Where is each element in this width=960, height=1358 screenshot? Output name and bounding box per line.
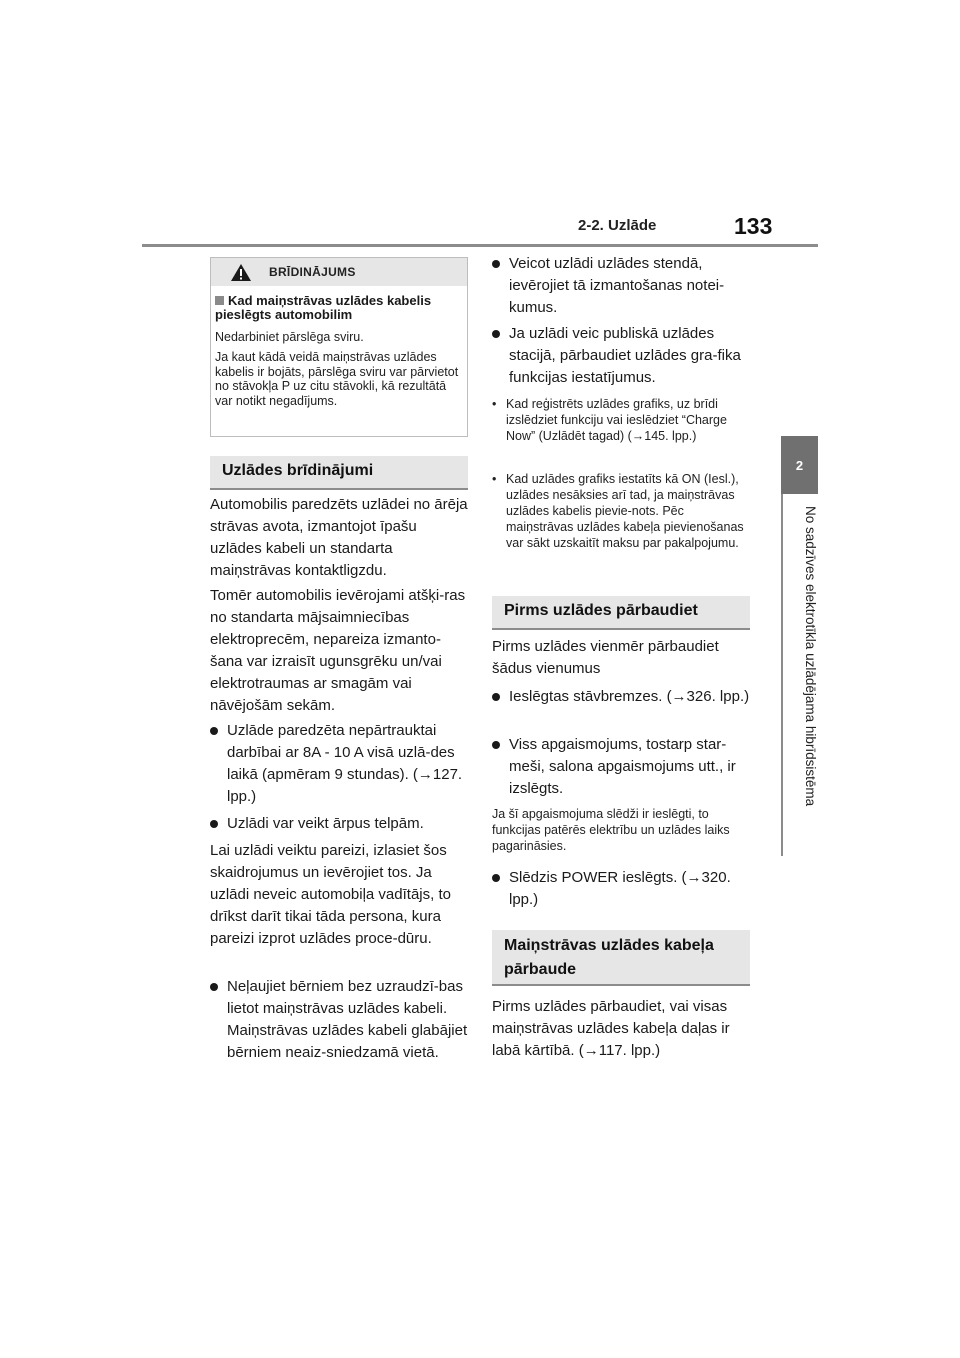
note-text: Ja šī apgaismojuma slēdži ir ieslēgti, to funkcijas patērēs elektrību un uzlādes laiks pagarināsies. xyxy=(492,807,730,853)
paragraph: Pirms uzlādes vienmēr pārbaudiet šādus vienumus xyxy=(492,638,719,677)
bullet-dot-icon xyxy=(210,727,218,735)
list-item: Neļaujiet bērniem bez uzraudzī-bas lietot maiņstrāvas uzlādes kabeli. Maiņstrāvas uzlādes kabeli glabājiet bērniem neaiz-sniedzamā vietā. xyxy=(210,976,472,1064)
running-header-section: 2-2. Uzlāde xyxy=(578,217,657,234)
bullet-dot-icon xyxy=(492,693,500,701)
note-item: • Kad uzlādes grafiks iestatīts kā ON (Iesl.), uzlādes nesāksies arī tad, ja maiņstrāvas uzlādes kabelis pievie-nots. Pēc maiņstrāvas uzlādes kabeļa pievienošanas var sākt uzskaitīt maksu par pakalpojumu. xyxy=(492,472,744,550)
warning-text: Nedarbiniet pārslēga sviru. xyxy=(215,330,364,344)
list-item: Ieslēgtas stāvbremzes. (→326. lpp.) xyxy=(492,686,752,708)
section-heading-before-charging: Pirms uzlādes pārbaudiet xyxy=(492,596,750,630)
warning-header xyxy=(211,258,467,286)
chapter-tab xyxy=(781,436,818,494)
list-item: Slēdzis POWER ieslēgts. (→320. lpp.) xyxy=(492,867,752,911)
warning-triangle-icon xyxy=(230,263,252,282)
list-item: Ja uzlādi veic publiskā uzlādes stacijā, pārbaudiet uzlādes gra-fika funkcijas iestatījumus. xyxy=(492,323,752,389)
note-item: • Kad reģistrēts uzlādes grafiks, uz brīdi izslēdziet funkciju vai ieslēdziet “Charge Now” (Uzlādēt tagad) (→145. lpp.) xyxy=(492,397,727,443)
page-number: 133 xyxy=(734,213,773,239)
chapter-title: No sadzīves elektrotīkla uzlādējama hibrīdsistēma xyxy=(803,506,818,807)
section-heading-charging-warnings: Uzlādes brīdinājumi xyxy=(210,456,468,490)
list-item: Uzlāde paredzēta nepārtrauktai darbībai ar 8A - 10 A visā uzlā-des laikā (apmēram 9 stundas). (→127. lpp.) xyxy=(210,720,472,808)
paragraph: Pirms uzlādes pārbaudiet, vai visas maiņstrāvas uzlādes kabeļa daļas ir labā kārtībā. (→117. lpp.) xyxy=(492,998,730,1059)
bullet-dot-icon xyxy=(492,741,500,749)
warning-text: Ja kaut kādā veidā maiņstrāvas uzlādes kabelis ir bojāts, pārslēga sviru var pārvietot no stāvokļa P uz citu stāvokli, kā rezultātā var notikt negadījums. xyxy=(215,350,459,408)
bullet-dot-icon xyxy=(210,820,218,828)
list-item: Veicot uzlādi uzlādes stendā, ievērojiet tā izmantošanas notei-kumus. xyxy=(492,253,752,319)
warning-title: BRĪDINĀJUMS xyxy=(269,265,356,279)
paragraph: Tomēr automobilis ievērojami atšķi-ras no standarta mājsaimniecības elektroprecēm, nepareiza izmanto-šana var izraisīt ugunsgrēku un/vai elektrotraumas ar smagām vai nāvējošām sekām. xyxy=(210,587,466,714)
header-divider xyxy=(142,244,818,247)
bullet-dot-icon xyxy=(210,983,218,991)
warning-box xyxy=(210,257,468,437)
list-item: Viss apgaismojums, tostarp star-meši, salona apgaismojums utt., ir izslēgts. xyxy=(492,734,752,800)
paragraph: Automobilis paredzēts uzlādei no ārēja strāvas avota, izmantojot īpašu uzlādes kabeli un standarta maiņstrāvas kontaktligzdu. xyxy=(210,496,468,579)
bullet-dot-icon xyxy=(492,260,500,268)
warning-subtitle: Kad maiņstrāvas uzlādes kabelis pieslēgts automobilim xyxy=(215,293,432,322)
chapter-number: 2 xyxy=(795,458,804,473)
bullet-dot-icon xyxy=(492,874,500,882)
section-heading-cable-check: Maiņstrāvas uzlādes kabeļa pārbaude xyxy=(492,930,750,986)
square-bullet-icon xyxy=(215,296,224,305)
paragraph: Lai uzlādi veiktu pareizi, izlasiet šos skaidrojumus un ievērojiet tos. Ja uzlādi neveic automobiļa vadītājs, to drīkst darīt tikai tāda persona, kura pareizi izprot uzlādes proce-dūru. xyxy=(210,842,451,947)
list-item: Uzlādi var veikt ārpus telpām. xyxy=(210,813,472,835)
bullet-dot-icon xyxy=(492,330,500,338)
